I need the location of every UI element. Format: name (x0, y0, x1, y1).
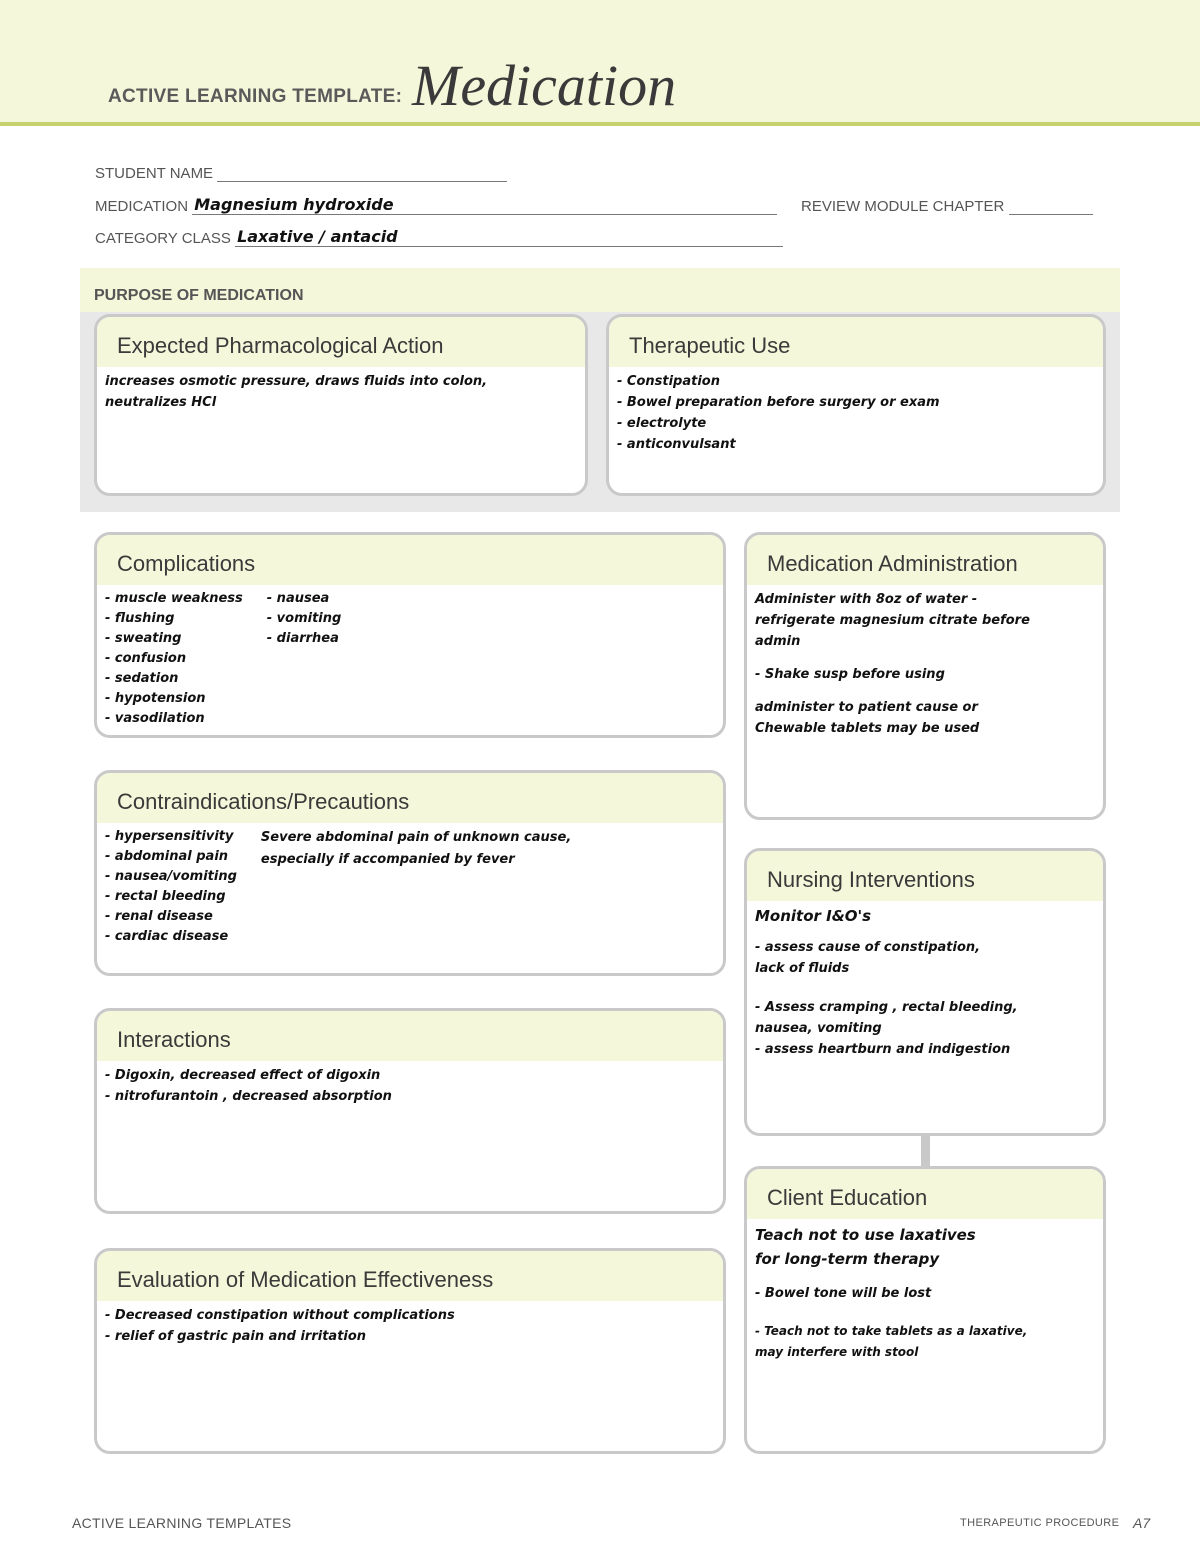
medication-value: Magnesium hydroxide (194, 195, 394, 214)
expected-action-title: Expected Pharmacological Action (117, 333, 444, 358)
note-line: - muscle weakness (105, 591, 243, 606)
complications-col-1 (105, 589, 243, 729)
note-line: - hypotension (105, 691, 206, 706)
nursing-title: Nursing Interventions (767, 867, 975, 892)
nursing-notes[interactable] (747, 901, 1103, 1060)
note-line: Teach not to use laxatives (755, 1226, 976, 1244)
evaluation-box (94, 1248, 726, 1454)
note-line: - cardiac disease (105, 929, 229, 944)
note-line: - nausea (266, 591, 330, 606)
note-line: - assess cause of constipation, (755, 940, 981, 955)
category-class-value: Laxative / antacid (237, 227, 398, 246)
note-line: - anticonvulsant (617, 437, 736, 452)
medication-row (95, 195, 777, 215)
note-spacer (755, 1305, 1095, 1321)
note-line: - nitrofurantoin , decreased absorption (105, 1089, 392, 1104)
page-title: Medication (412, 53, 677, 118)
note-line: administer to patient cause or (755, 700, 978, 715)
category-class-label: CATEGORY CLASS (95, 230, 231, 247)
note-line: Severe abdominal pain of unknown cause, (260, 830, 572, 845)
contraindications-box (94, 770, 726, 976)
note-line: - Bowel preparation before surgery or exam (617, 395, 940, 410)
therapeutic-use-notes[interactable] (609, 367, 1103, 455)
interactions-title: Interactions (117, 1027, 231, 1052)
category-class-field[interactable] (235, 227, 783, 247)
category-class-row (95, 227, 783, 247)
note-line: - confusion (105, 651, 187, 666)
contraindications-header (97, 773, 723, 823)
contraindications-notes[interactable] (97, 823, 723, 947)
note-line: - assess heartburn and indigestion (755, 1042, 1011, 1057)
note-line: especially if accompanied by fever (260, 852, 515, 867)
footer-right: THERAPEUTIC PROCEDURE (960, 1517, 1120, 1529)
interactions-box (94, 1008, 726, 1214)
note-line: - rectal bleeding (105, 889, 226, 904)
note-line: - renal disease (105, 909, 213, 924)
therapeutic-use-header (609, 317, 1103, 367)
footer-left: ACTIVE LEARNING TEMPLATES (72, 1515, 292, 1531)
note-line: - vomiting (266, 611, 342, 626)
medication-label: MEDICATION (95, 198, 189, 215)
note-line: lack of fluids (755, 961, 850, 976)
expected-action-header (97, 317, 585, 367)
complications-header (97, 535, 723, 585)
note-line: - hypersensitivity (105, 829, 234, 844)
purpose-label: PURPOSE OF MEDICATION (94, 287, 304, 304)
note-line: may interfere with stool (755, 1345, 919, 1359)
note-line: - flushing (105, 611, 175, 626)
note-line: admin (755, 634, 801, 649)
note-line: Chewable tablets may be used (755, 721, 980, 736)
note-line: - Assess cramping , rectal bleeding, (755, 1000, 1018, 1015)
note-line: - Constipation (617, 374, 720, 389)
contraindications-col-1 (105, 827, 237, 947)
administration-notes[interactable] (747, 585, 1103, 739)
therapeutic-use-box (606, 314, 1106, 496)
note-line: neutralizes HCl (105, 395, 217, 410)
contraindications-title: Contraindications/Precautions (117, 789, 410, 814)
expected-action-notes[interactable] (97, 367, 585, 413)
note-line: - electrolyte (617, 416, 707, 431)
therapeutic-use-title: Therapeutic Use (629, 333, 791, 358)
medication-field[interactable] (192, 195, 777, 215)
education-header (747, 1169, 1103, 1219)
review-module-field[interactable] (1009, 198, 1093, 215)
education-notes[interactable] (747, 1219, 1103, 1363)
contraindications-col-2 (261, 827, 571, 947)
note-line: - Shake susp before using (755, 667, 945, 682)
note-line: - nausea/vomiting (105, 869, 237, 884)
note-spacer (755, 979, 1095, 997)
complications-title: Complications (117, 551, 256, 576)
note-line: - diarrhea (266, 631, 339, 646)
review-module-row (801, 198, 1093, 215)
evaluation-header (97, 1251, 723, 1301)
connector-bar (921, 1133, 930, 1167)
note-line: Administer with 8oz of water - (755, 592, 978, 607)
note-line: - Digoxin, decreased effect of digoxin (105, 1068, 381, 1083)
header-rule (0, 122, 1200, 126)
nursing-box (744, 848, 1106, 1136)
note-spacer (755, 652, 1095, 664)
note-line: refrigerate magnesium citrate before (755, 613, 1030, 628)
header-prefix: ACTIVE LEARNING TEMPLATE: (108, 86, 403, 107)
evaluation-title: Evaluation of Medication Effectiveness (117, 1267, 494, 1292)
administration-box (744, 532, 1106, 820)
student-name-field[interactable] (217, 165, 507, 182)
education-box (744, 1166, 1106, 1454)
education-title: Client Education (767, 1185, 928, 1210)
note-line: for long-term therapy (755, 1250, 940, 1268)
nursing-header (747, 851, 1103, 901)
note-line: Monitor I&O's (755, 907, 872, 925)
review-module-label: REVIEW MODULE CHAPTER (801, 198, 1005, 215)
evaluation-notes[interactable] (97, 1301, 723, 1347)
note-line: - Teach not to take tablets as a laxative, (755, 1324, 1028, 1338)
note-line: increases osmotic pressure, draws fluids into colon, (105, 374, 488, 389)
note-spacer (755, 685, 1095, 697)
note-line: - vasodilation (105, 711, 205, 726)
student-name-row (95, 165, 507, 182)
note-line: - sweating (105, 631, 182, 646)
note-line: - Decreased constipation without complications (105, 1308, 455, 1323)
page-number: A7 (1133, 1515, 1151, 1531)
note-line: - abdominal pain (105, 849, 229, 864)
expected-action-box (94, 314, 588, 496)
note-line: - relief of gastric pain and irritation (105, 1329, 367, 1344)
administration-title: Medication Administration (767, 551, 1018, 576)
note-line: - sedation (105, 671, 179, 686)
note-line: - Bowel tone will be lost (755, 1286, 932, 1301)
complications-col-2 (267, 589, 342, 729)
administration-header (747, 535, 1103, 585)
student-name-label: STUDENT NAME (95, 165, 214, 182)
note-spacer (755, 1271, 1095, 1283)
complications-notes[interactable] (97, 585, 723, 729)
note-spacer (755, 927, 1095, 937)
note-line: nausea, vomiting (755, 1021, 882, 1036)
interactions-notes[interactable] (97, 1061, 723, 1107)
interactions-header (97, 1011, 723, 1061)
complications-box (94, 532, 726, 738)
